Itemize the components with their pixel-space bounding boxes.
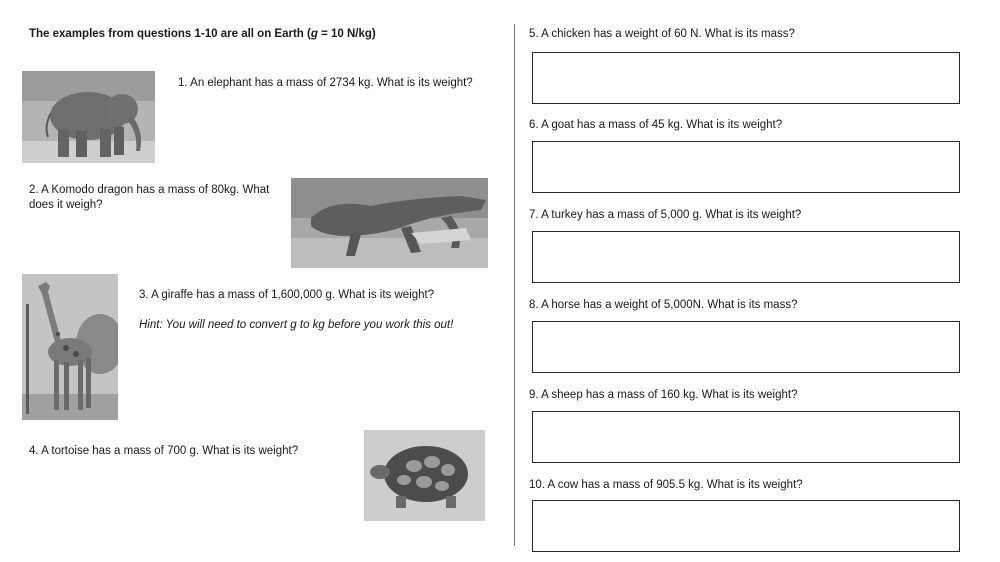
question-8: 8. A horse has a weight of 5,000N. What is its mass? <box>529 299 798 311</box>
header-prefix: The examples from questions 1-10 are all on Earth ( <box>29 28 311 40</box>
answer-box-7[interactable] <box>532 231 960 283</box>
elephant-photo <box>22 71 155 163</box>
question-3-hint: Hint: You will need to convert g to kg before you work this out! <box>139 319 454 331</box>
g-symbol: g <box>310 28 318 40</box>
question-4: 4. A tortoise has a mass of 700 g. What is its weight? <box>29 445 299 457</box>
answer-box-9[interactable] <box>532 411 960 463</box>
answer-box-10[interactable] <box>532 500 960 552</box>
question-1: 1. An elephant has a mass of 2734 kg. What is its weight? <box>178 77 473 89</box>
question-7: 7. A turkey has a mass of 5,000 g. What is its weight? <box>529 209 802 221</box>
tortoise-photo <box>364 430 485 521</box>
answer-box-8[interactable] <box>532 321 960 373</box>
giraffe-photo <box>22 274 118 420</box>
question-3: 3. A giraffe has a mass of 1,600,000 g. What is its weight? <box>139 289 435 301</box>
komodo-dragon-photo <box>291 178 488 268</box>
answer-box-5[interactable] <box>532 52 960 104</box>
answer-box-6[interactable] <box>532 141 960 193</box>
worksheet-header <box>29 28 376 40</box>
question-5: 5. A chicken has a weight of 60 N. What is its mass? <box>529 28 795 40</box>
question-6: 6. A goat has a mass of 45 kg. What is its weight? <box>529 119 783 131</box>
question-10: 10. A cow has a mass of 905.5 kg. What is its weight? <box>529 479 803 491</box>
question-2: 2. A Komodo dragon has a mass of 80kg. What does it weigh? <box>29 184 270 211</box>
column-divider <box>514 24 515 546</box>
question-9: 9. A sheep has a mass of 160 kg. What is its weight? <box>529 389 798 401</box>
header-suffix: = 10 N/kg) <box>317 28 376 40</box>
